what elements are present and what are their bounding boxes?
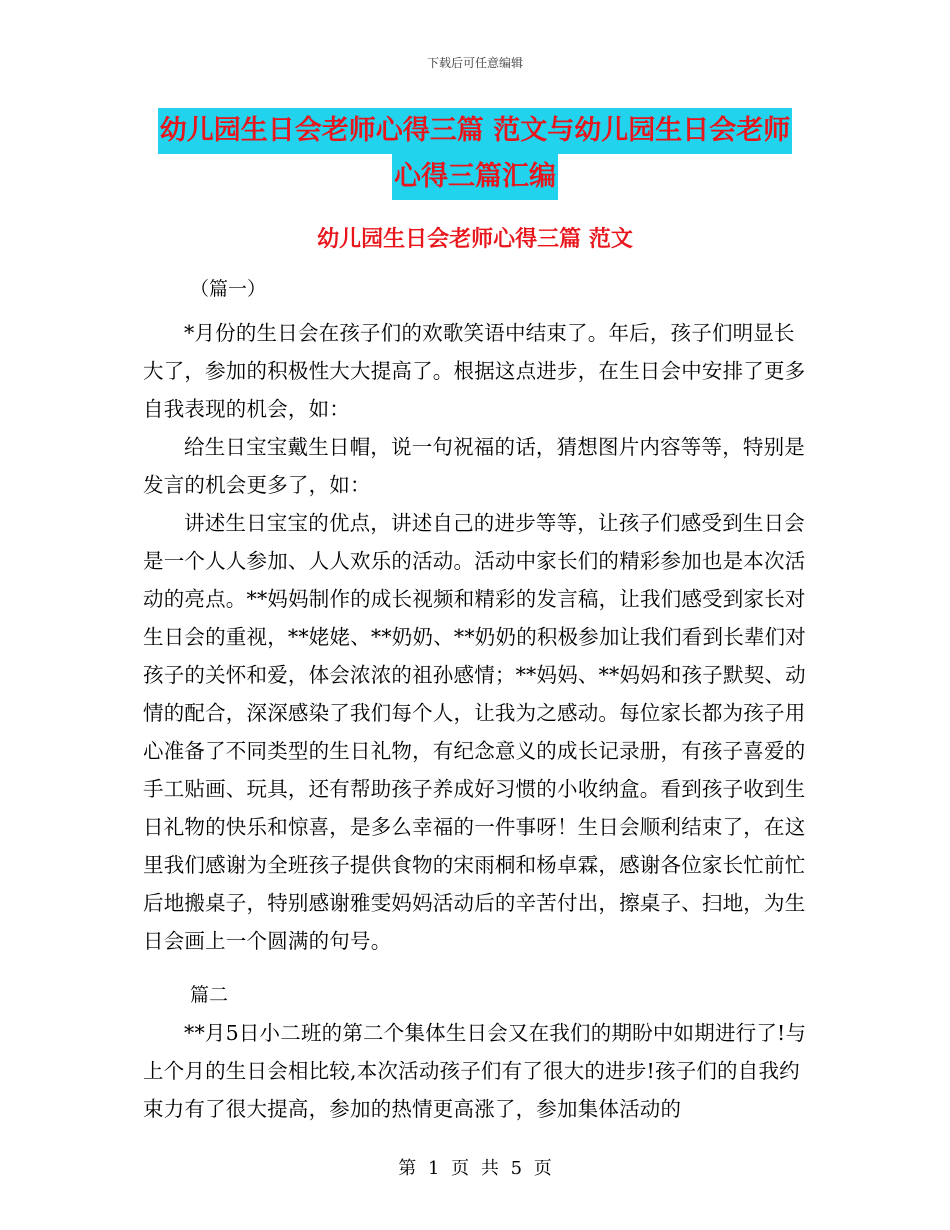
- header-note: 下载后可任意编辑: [426, 56, 523, 70]
- section-label-1: （篇一）: [190, 278, 267, 300]
- paragraph: 讲述生日宝宝的优点，讲述自己的进步等等，让孩子们感受到生日会是一个人人参加、人人欢乐的活动。活动中家长们的精彩参加也是本次活动的亮点。**妈妈制作的成长视频和精彩的发言稿，让我们感受到家长对生日会的重视，**姥姥、**奶奶、**奶奶的积极参加让我们看到长辈们对孩子的关怀和爱，体会浓浓的祖孙感情；**妈妈、**妈妈和孩子默契、动情的配合，深深感染了我们每个人，让我为之感动。每位家长都为孩子用心准备了不同类型的生日礼物，有纪念意义的成长记录册，有孩子喜爱的手工贴画、玩具，还有帮助孩子养成好习惯的小收纳盒。看到孩子收到生日礼物的快乐和惊喜，是多么幸福的一件事呀！生日会顺利结束了，在这里我们感谢为全班孩子提供食物的宋雨桐和杨卓霖，感谢各位家长忙前忙后地搬桌子，特别感谢雅雯妈妈活动后的辛苦付出，擦桌子、扫地，为生日会画上一个圆满的句号。: [143, 511, 806, 953]
- paragraph: **月5日小二班的第二个集体生日会又在我们的期盼中如期进行了!与上个月的生日会相比较,本次活动孩子们有了很大的进步!孩子们的自我约束力有了很大提高，参加的热情更高涨了，参加集体活动的: [143, 1021, 807, 1121]
- page-footer: 第 1 页 共 5 页: [398, 1158, 552, 1179]
- paragraph: 给生日宝宝戴生日帽，说一句祝福的话，猜想图片内容等等，特别是发言的机会更多了，如：: [143, 435, 805, 497]
- title-line-2: 心得三篇汇编: [392, 154, 558, 200]
- section-label-2: 篇二: [190, 984, 229, 1006]
- document-title: [0, 108, 950, 200]
- section-title: 幼儿园生日会老师心得三篇 范文: [317, 227, 633, 252]
- title-line-1: 幼儿园生日会老师心得三篇 范文与幼儿园生日会老师: [158, 108, 792, 154]
- section-1-body: [143, 314, 807, 960]
- section-2-body: [143, 1014, 807, 1128]
- paragraph: *月份的生日会在孩子们的欢歌笑语中结束了。年后，孩子们明显长大了，参加的积极性大大提高了。根据这点进步，在生日会中安排了更多自我表现的机会，如：: [143, 321, 806, 421]
